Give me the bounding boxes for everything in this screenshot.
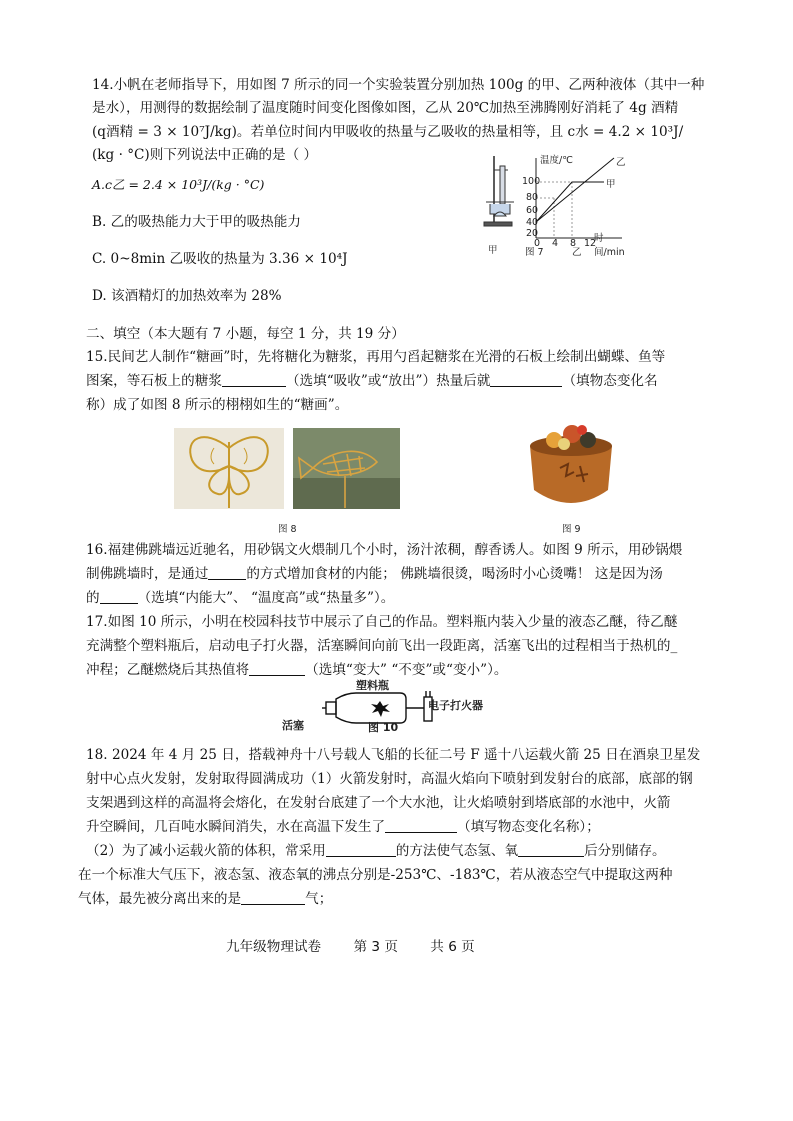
q18-text: 后分别储存。 [584,843,666,859]
footer-page: 第 3 页 [353,939,398,955]
answer-blank[interactable] [518,842,584,857]
answer-blank[interactable] [222,372,286,387]
q17-text: 冲程；乙醚燃烧后其热值将 [86,662,250,678]
q18-text: （填写物态变化名称）； [457,819,600,835]
q18-line2: 射中心点火发射，发射取得圆满成功（1）火箭发射时，高温火焰向下喷射到发射台的底部，底部的钢 [86,771,693,787]
answer-blank[interactable] [326,842,396,857]
footer-subject: 九年级物理试卷 [226,939,322,955]
fig7-xtick: 4 [552,238,559,249]
answer-blank[interactable] [100,589,138,604]
fig7-xtick: 0 [534,238,541,249]
butterfly-drawing [174,428,284,509]
fish-drawing [293,428,400,509]
q17-line2: 充满整个塑料瓶后，启动电子打火器，活塞瞬间向前飞出一段距离，活塞飞出的过程相当于热机的_ [86,638,678,654]
fig7-ytick: 20 [526,228,539,239]
fig9-caption: 图 9 [562,524,581,535]
q17-line1: 17.如图 10 所示，小明在校园科技节中展示了自己的作品。塑料瓶内装入少量的液态乙醚，待乙醚 [86,614,678,630]
fig10-caption: 图 10 [368,721,399,734]
q18-text: 的方法使气态氢、氧 [395,843,519,859]
answer-blank[interactable] [249,661,305,676]
answer-blank[interactable] [208,565,246,580]
q18-line3: 支架遇到这样的高温将会熔化，在发射台底建了一个大水池，让火焰喷射到塔底部的水池中，火箭 [86,795,671,811]
q14-line2: 是水），用测得的数据绘制了温度随时间变化图像如图，乙从 20℃加热至沸腾刚好消耗了 4g 酒精 [92,100,679,116]
fig10-label-piston: 活塞 [282,719,304,732]
q15-text: （选填“吸收”或“放出”）热量后就 [285,373,491,389]
fig7-xlabel: 时间/min [594,233,625,258]
q15-line2 [86,372,658,390]
fig7-ytick: 100 [522,176,541,187]
fig7-ylabel: 温度/℃ [540,155,573,166]
q15-text: 图案，等石板上的糖浆 [86,373,222,389]
q18-line5 [86,842,666,860]
q14-option-d: D. 该酒精灯的加热效率为 28% [92,288,282,304]
figure-8-fish-image [293,428,400,509]
q18-text: 气体，最先被分离出来的是 [78,891,242,907]
fig10-label-igniter: 电子打火器 [428,699,483,712]
figure-10 [276,677,526,733]
q18-text: 气； [305,891,333,907]
q16-text: （选填“内能大”、 “温度高”或“热量多”）。 [137,590,395,606]
fig7-line-jia: 甲 [606,179,616,190]
bottle-igniter-drawing [276,677,526,733]
fig7-ytick: 40 [526,217,539,228]
q14-option-b: B. 乙的吸热能力大于甲的吸热能力 [92,214,301,230]
q14-option-c: C. 0~8min 乙吸收的热量为 3.36 × 10⁴J [92,251,348,267]
figure-7 [476,152,626,258]
heating-apparatus [484,156,514,226]
q15-text: （填物态变化名 [562,373,658,389]
q16-line3 [86,589,394,607]
q16-text: 制佛跳墙时，是通过 [86,566,209,582]
fig7-xtick: 12 [584,238,597,249]
q18-line6: 在一个标准大气压下，液态氢、液态氧的沸点分别是-253℃、-183℃，若从液态空气中提取这两种 [78,867,673,883]
q18-text: （2）为了减小运载火箭的体积，常采用 [86,843,326,859]
fig7-label-yi: 乙 [572,247,582,258]
q16-text: 的 [86,590,100,606]
footer-total: 共 6 页 [430,939,475,955]
section-title: 二、填空（本大题有 7 小题，每空 1 分，共 19 分） [86,326,405,342]
clay-pot-drawing [524,420,618,511]
q14-option-a: A.c乙 = 2.4 × 10³J/(kg · °C) [92,177,265,192]
fig7-line-yi: 乙 [616,157,626,168]
q18-line7 [78,890,332,908]
q18-text: 升空瞬间，几百吨水瞬间消失，水在高温下发生了 [86,819,386,835]
answer-blank[interactable] [385,818,457,833]
fig7-ytick: 60 [526,205,539,216]
q16-text: 的方式增加食材的内能； 佛跳墙很烫，喝汤时小心烫嘴！ 这是因为汤 [246,566,663,582]
temperature-time-chart [536,158,622,238]
q18-line4 [86,818,600,836]
fig7-label-jia: 甲 [488,245,498,256]
answer-blank[interactable] [241,890,305,905]
answer-blank[interactable] [490,372,562,387]
page-footer [226,935,503,955]
fig7-xtick: 8 [570,238,577,249]
fig10-label-bottle: 塑料瓶 [356,679,389,692]
q15-line3: 称）成了如图 8 所示的栩栩如生的“糖画”。 [86,397,349,413]
q14-line4: (kg · °C)则下列说法中正确的是（ ） [92,147,318,163]
fig7-caption: 图 7 [525,247,544,258]
q15-line1: 15.民间艺人制作“糖画”时，先将糖化为糖浆，再用勺舀起糖浆在光滑的石板上绘制出蝴蝶、鱼等 [86,349,666,365]
fig8-caption: 图 8 [278,524,297,535]
figure-9-fotiaoqiang-image [524,420,618,511]
q14-line3: (q酒精 = 3 × 10⁷J/kg)。若单位时间内甲吸收的热量与乙吸收的热量相等，且 c水 = 4.2 × 10³J/ [92,124,684,140]
fig7-ytick: 80 [526,192,539,203]
q16-line2 [86,565,663,583]
q18-line1: 18. 2024 年 4 月 25 日，搭载神舟十八号载人飞船的长征二号 F 遥十八运载火箭 25 日在酒泉卫星发 [86,747,701,763]
figure-8-butterfly-image [174,428,284,509]
q17-text: （选填“变大” “不变”或“变小”）。 [305,662,508,678]
q14-line1: 14.小帆在老师指导下，用如图 7 所示的同一个实验装置分别加热 100g 的甲、乙两种液体（其中一种 [92,77,705,93]
q16-line1: 16.福建佛跳墙远近驰名，用砂锅文火煨制几个小时，汤汁浓稠，醇香诱人。如图 9 所示，用砂锅煨 [86,542,683,558]
